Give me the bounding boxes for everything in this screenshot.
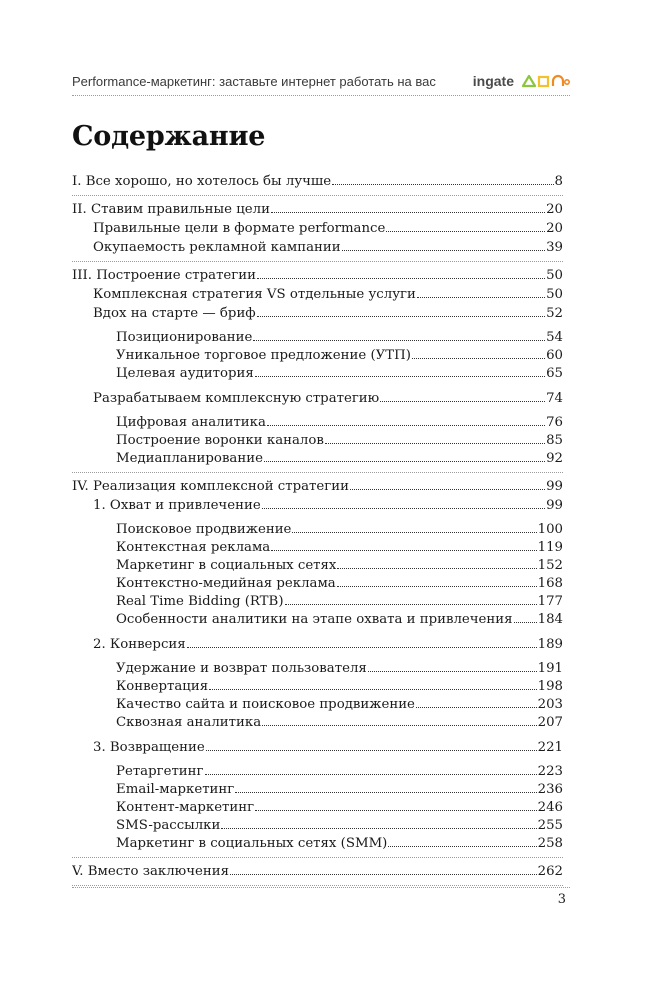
toc-dot-leader	[255, 376, 545, 377]
toc-entry-title: Качество сайта и поисковое продвижение	[116, 697, 415, 712]
toc-entry-page: 74	[546, 391, 563, 406]
toc-entry-page: 262	[537, 864, 563, 879]
toc-entry-title: 2. Конверсия	[93, 637, 186, 652]
toc-dot-leader	[514, 622, 537, 623]
toc-dot-leader	[292, 532, 536, 533]
toc-entry[interactable]	[72, 477, 563, 496]
toc-entry-page: 76	[546, 415, 563, 430]
toc-entry-title: Маркетинг в социальных сетях	[116, 558, 337, 573]
toc-entry-page: 177	[537, 594, 563, 609]
toc-entry-page: 258	[537, 836, 563, 851]
toc-dot-leader	[271, 212, 545, 213]
toc-entry-title: Ретаргетинг	[116, 764, 204, 779]
toc-entry-title: Окупаемость рекламной кампании	[93, 240, 341, 255]
toc-entry[interactable]	[72, 432, 563, 450]
toc-entry[interactable]	[72, 389, 563, 408]
toc-entry-title: Разрабатываем комплексную стратегию	[93, 391, 380, 406]
toc-dot-leader	[325, 443, 545, 444]
toc-entry-page: 236	[537, 782, 563, 797]
toc-entry-page: 20	[546, 202, 563, 217]
toc-dot-leader	[350, 489, 545, 490]
page-title: Содержание	[72, 121, 266, 152]
toc-dot-leader	[187, 647, 537, 648]
toc-entry-title: I. Все хорошо, но хотелось бы лучше	[72, 174, 332, 189]
toc-entry-title: Конвертация	[116, 679, 209, 694]
toc-entry-title: Удержание и возврат пользователя	[116, 661, 367, 676]
toc-entry-page: 100	[537, 522, 563, 537]
ingate-shapes-logo-icon	[522, 74, 570, 88]
toc-dot-leader	[255, 810, 537, 811]
toc-dot-leader	[262, 725, 536, 726]
toc-entry-page: 54	[546, 330, 563, 345]
toc-entry[interactable]	[72, 496, 563, 515]
toc-entry-page: 198	[537, 679, 563, 694]
toc-dot-leader	[253, 340, 545, 341]
toc-entry-page: 50	[546, 287, 563, 302]
toc-entry[interactable]	[72, 219, 563, 238]
toc-entry-page: 255	[537, 818, 563, 833]
toc-dot-leader	[262, 508, 545, 509]
toc-entry-page: 191	[537, 661, 563, 676]
toc-entry-page: 246	[537, 800, 563, 815]
header-rule	[72, 95, 570, 96]
toc-dot-leader	[337, 568, 536, 569]
toc-entry-page: 223	[537, 764, 563, 779]
toc-entry-title: Контекстная реклама	[116, 540, 271, 555]
toc-dot-leader	[221, 828, 536, 829]
toc-entry-title: Email-маркетинг	[116, 782, 235, 797]
toc-entry-title: Медиапланирование	[116, 451, 263, 466]
toc-section	[72, 858, 563, 886]
toc-dot-leader	[264, 461, 545, 462]
toc-dot-leader	[337, 586, 537, 587]
toc-entry[interactable]	[72, 714, 563, 732]
toc-section	[72, 196, 563, 262]
toc-entry[interactable]	[72, 781, 563, 799]
toc-entry-title: Позиционирование	[116, 330, 253, 345]
toc-entry[interactable]	[72, 593, 563, 611]
toc-entry[interactable]	[72, 450, 563, 468]
brand	[473, 72, 570, 90]
toc-entry[interactable]	[72, 862, 563, 881]
toc-entry-title: Целевая аудитория	[116, 366, 254, 381]
toc-entry-page: 203	[537, 697, 563, 712]
toc-section	[72, 473, 563, 858]
toc-entry-title: Особенности аналитики на этапе охвата и привлечения	[116, 612, 513, 627]
toc-entry[interactable]	[72, 678, 563, 696]
toc-dot-leader	[230, 874, 537, 875]
toc-entry[interactable]	[72, 521, 563, 539]
toc-entry-page: 60	[546, 348, 563, 363]
toc-dot-leader	[235, 792, 536, 793]
toc-entry-title: Правильные цели в формате performance	[93, 221, 386, 236]
toc-entry-title: III. Построение стратегии	[72, 268, 256, 283]
toc-entry-title: IV. Реализация комплексной стратегии	[72, 479, 349, 494]
toc-dot-leader	[257, 316, 545, 317]
toc-entry[interactable]	[72, 799, 563, 817]
toc-entry-page: 39	[546, 240, 563, 255]
toc-dot-leader	[205, 774, 537, 775]
toc-entry-title: Поисковое продвижение	[116, 522, 292, 537]
toc-entry-title: Маркетинг в социальных сетях (SMM)	[116, 836, 388, 851]
toc-entry-title: Цифровая аналитика	[116, 415, 266, 430]
toc-dot-leader	[388, 846, 536, 847]
toc-entry-title: II. Ставим правильные цели	[72, 202, 270, 217]
toc-entry-page: 99	[546, 498, 563, 513]
toc-entry[interactable]	[72, 835, 563, 853]
table-of-contents	[72, 171, 563, 886]
toc-entry[interactable]	[72, 738, 563, 757]
toc-dot-leader	[380, 401, 545, 402]
toc-dot-leader	[209, 689, 536, 690]
toc-entry-page: 152	[537, 558, 563, 573]
toc-entry-title: Контекстно-медийная реклама	[116, 576, 336, 591]
toc-entry-page: 20	[546, 221, 563, 236]
toc-entry-page: 52	[546, 306, 563, 321]
toc-entry[interactable]	[72, 414, 563, 432]
toc-dot-leader	[416, 707, 537, 708]
running-title: Performance-маркетинг: заставьте интернет работать на вас	[72, 74, 436, 89]
toc-entry-title: Real Time Bidding (RTB)	[116, 594, 284, 609]
toc-entry-page: 99	[546, 479, 563, 494]
toc-entry-title: Сквозная аналитика	[116, 715, 262, 730]
toc-dot-leader	[386, 231, 545, 232]
toc-entry-title: Уникальное торговое предложение (УТП)	[116, 348, 411, 363]
toc-dot-leader	[267, 425, 545, 426]
toc-entry[interactable]	[72, 285, 563, 304]
toc-entry-page: 85	[546, 433, 563, 448]
toc-entry-page: 221	[537, 740, 563, 755]
toc-entry-page: 168	[537, 576, 563, 591]
toc-entry-title: Вдох на старте — бриф	[93, 306, 256, 321]
toc-entry[interactable]	[72, 266, 563, 285]
toc-entry[interactable]	[72, 238, 563, 257]
toc-entry[interactable]	[72, 329, 563, 347]
toc-entry[interactable]	[72, 365, 563, 383]
toc-entry-title: SMS-рассылки	[116, 818, 221, 833]
toc-section	[72, 171, 563, 196]
toc-dot-leader	[417, 297, 545, 298]
toc-entry-title: 3. Возвращение	[93, 740, 205, 755]
toc-entry[interactable]	[72, 660, 563, 678]
toc-entry[interactable]	[72, 635, 563, 654]
toc-entry[interactable]	[72, 557, 563, 575]
toc-entry-page: 8	[554, 174, 563, 189]
toc-section	[72, 262, 563, 473]
toc-entry-page: 207	[537, 715, 563, 730]
toc-dot-leader	[285, 604, 537, 605]
toc-dot-leader	[342, 250, 545, 251]
toc-entry[interactable]	[72, 347, 563, 365]
toc-entry-page: 189	[537, 637, 563, 652]
toc-entry[interactable]	[72, 696, 563, 714]
toc-entry[interactable]	[72, 575, 563, 593]
toc-entry[interactable]	[72, 611, 563, 629]
toc-dot-leader	[271, 550, 536, 551]
toc-entry-title: Комплексная стратегия VS отдельные услуги	[93, 287, 416, 302]
page-number: 3	[557, 892, 566, 907]
toc-dot-leader	[412, 358, 545, 359]
toc-entry[interactable]	[72, 172, 563, 191]
toc-dot-leader	[368, 671, 537, 672]
toc-dot-leader	[206, 750, 537, 751]
toc-entry[interactable]	[72, 200, 563, 219]
toc-entry-page: 92	[546, 451, 563, 466]
toc-entry-title: 1. Охват и привлечение	[93, 498, 261, 513]
toc-entry[interactable]	[72, 763, 563, 781]
toc-entry-page: 65	[546, 366, 563, 381]
footer-rule	[72, 887, 570, 888]
toc-entry-page: 119	[537, 540, 563, 555]
toc-entry-title: Построение воронки каналов	[116, 433, 324, 448]
toc-entry[interactable]	[72, 304, 563, 323]
toc-entry-page: 50	[546, 268, 563, 283]
toc-entry[interactable]	[72, 817, 563, 835]
running-header	[72, 72, 570, 90]
toc-dot-leader	[332, 184, 553, 185]
toc-dot-leader	[257, 278, 545, 279]
brand-name: ingate	[472, 73, 514, 89]
toc-entry-page: 184	[537, 612, 563, 627]
toc-entry[interactable]	[72, 539, 563, 557]
toc-entry-title: V. Вместо заключения	[72, 864, 230, 879]
toc-entry-title: Контент-маркетинг	[116, 800, 255, 815]
